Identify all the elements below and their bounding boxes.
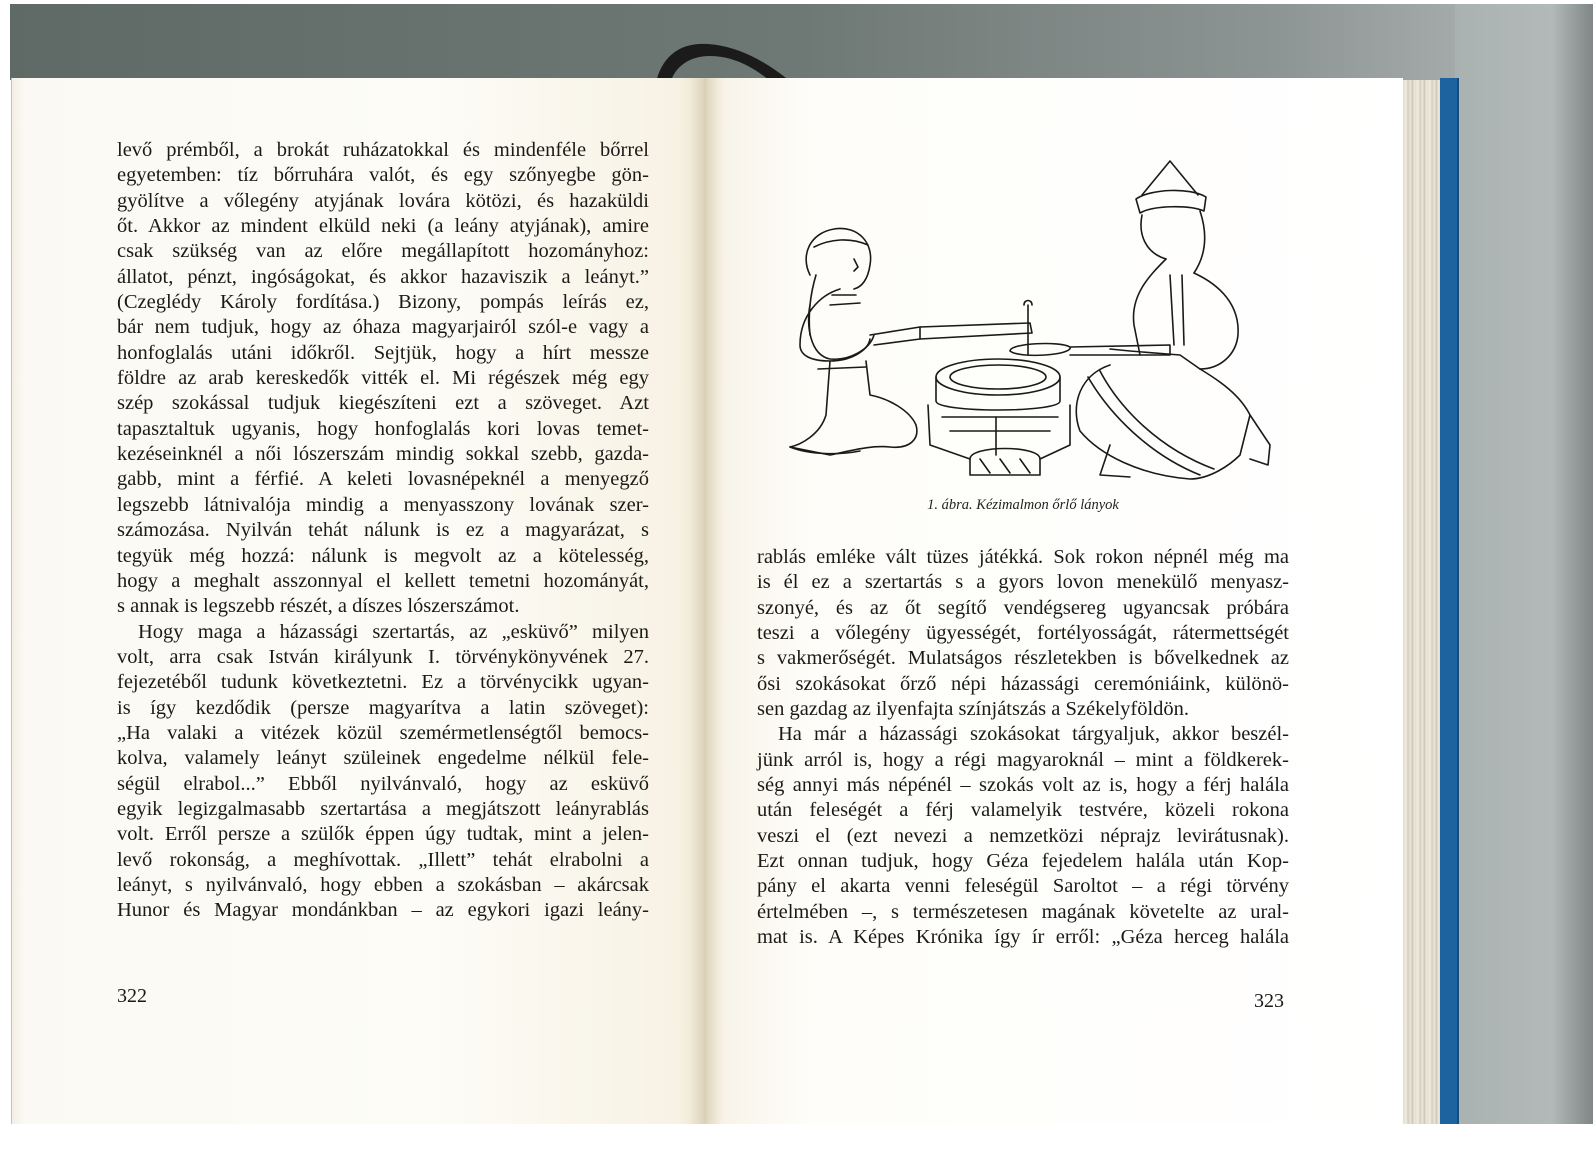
text-line: kolva, valamely leányt szüleinek engedelme nélkül fele- bbox=[117, 747, 649, 770]
text-line: egyetemben: tíz bőrruhára valót, és egy szőnyegbe gön- bbox=[117, 164, 649, 187]
text-line: Ha már a házassági szokásokat tárgyaljuk, akkor beszél- bbox=[778, 723, 1289, 746]
text-line: szép szokással tudjuk kiegészíteni ezt a szöveget. Azt bbox=[117, 392, 649, 415]
text-line: „Ha valaki a vitézek közül szemérmetlenségtől bemocs- bbox=[117, 721, 649, 744]
text-line: levő rokonság, a meghívottak. „Illett” tehát elrabolni a bbox=[117, 848, 649, 871]
text-line: hogy a meghalt asszonnyal el kellett temetni hozományát, bbox=[117, 569, 649, 592]
text-line: sen gazdag az ilyenfajta színjátszás a Székelyföldön. bbox=[757, 698, 1190, 721]
scanner-background bbox=[10, 4, 1593, 80]
text-line: bár nem tudjuk, hogy az óhaza magyarjairól szól-e vagy a bbox=[117, 316, 649, 339]
text-line: ségül elrabol...” Ebből nyilvánvaló, hogy az esküvő bbox=[117, 772, 649, 795]
text-line: szonyé, és az őt segítő vendégsereg ugyancsak próbára bbox=[757, 596, 1289, 619]
text-line: tegyük még hozzá: nálunk is megvolt az a kötelesség, bbox=[117, 544, 649, 567]
text-line: Hunor és Magyar mondánkban – az egykori igazi leány- bbox=[117, 899, 649, 922]
text-line: pány el akarta venni feleségül Saroltot – a régi törvény bbox=[757, 875, 1289, 898]
text-line: teszi a vőlegény ügyességét, fortélyosságát, rátermettségét bbox=[757, 622, 1289, 645]
text-line: honfoglalás utáni időkről. Sejtjük, hogy a hírt messze bbox=[117, 341, 649, 364]
text-line: kezéseinknél a női lószerszám mindig sokkal szebb, gazda- bbox=[117, 443, 649, 466]
text-line: leányt, s nyilvánvaló, hogy ebben a szokásban – akárcsak bbox=[117, 873, 649, 896]
text-line: s vakmerőségét. Mulatságos részletekben is bővelkednek az bbox=[757, 647, 1289, 670]
text-line: ősi szokásokat őrző népi házassági ceremóniáink, különö- bbox=[757, 672, 1289, 695]
figure-illustration bbox=[770, 155, 1290, 485]
hand-mill-drawing bbox=[920, 301, 1170, 476]
right-page-text bbox=[757, 545, 1289, 951]
text-line: számozása. Nyilván tehát nálunk is ez a magyarázat, s bbox=[117, 519, 649, 542]
text-line: volt, arra csak István királyunk I. törvénykönyvének 27. bbox=[117, 645, 649, 668]
text-line: értelmében –, s természetesen magának követelte az ural- bbox=[757, 900, 1289, 923]
text-line: veszi el (ezt nevezi a nemzetközi néprajz levirátusnak). bbox=[757, 824, 1289, 847]
page-number: 322 bbox=[117, 985, 147, 1007]
text-line: gabb, mint a férfié. A keleti lovasnépeknél a menyegző bbox=[117, 468, 649, 491]
scan-margin bbox=[0, 0, 10, 1152]
girl-left-drawing bbox=[790, 228, 920, 455]
text-line: gyölítve a vőlegény atyjának lovára kötözi, és hazaküldi bbox=[117, 189, 649, 212]
text-line: jünk arról is, hogy a régi magyaroknál – mint a földkerek- bbox=[757, 748, 1289, 771]
text-line: csak szükség van az előre megállapított hozományhoz: bbox=[117, 240, 649, 263]
book-gutter bbox=[690, 78, 720, 1124]
figure-caption: 1. ábra. Kézimalmon őrlő lányok bbox=[927, 497, 1119, 513]
book-cover bbox=[1440, 78, 1459, 1124]
text-line: után feleségét a férj valamelyik testvére, közeli rokona bbox=[757, 799, 1289, 822]
text-line: legszebb látnivalója mindig a menyasszony lovának szer- bbox=[117, 493, 649, 516]
text-line: is így kezdődik (persze magyarítva a latin szöveget): bbox=[117, 696, 649, 719]
text-line: egyik legizgalmasabb szertartása a megjátszott leányrablás bbox=[117, 797, 649, 820]
page-number: 323 bbox=[1254, 990, 1284, 1012]
text-line: levő prémből, a brokát ruházatokkal és mindenféle bőrrel bbox=[117, 139, 649, 161]
text-line: is él ez a szertartás s a gyors lovon menekülő menyasz- bbox=[757, 571, 1289, 594]
text-line: volt. Erről persze a szülők éppen úgy tudtak, mint a jelen- bbox=[117, 823, 649, 846]
left-page-text bbox=[117, 138, 649, 924]
text-line: Ezt onnan tudjuk, hogy Géza fejedelem halála után Kop- bbox=[757, 850, 1289, 873]
text-line: állatot, pénzt, ingóságokat, és akkor hazaviszik a leányt.” bbox=[117, 265, 649, 288]
text-line: ség annyi más népénél – szokás volt az is, hogy a férj halála bbox=[757, 774, 1289, 797]
text-line: őt. Akkor az mindent elküld neki (a leány atyjának), amire bbox=[117, 215, 649, 238]
page-edges bbox=[1403, 80, 1441, 1124]
text-line: tapasztaltuk ugyanis, hogy honfoglalás kori lovas temet- bbox=[117, 417, 649, 440]
text-line: (Czeglédy Károly fordítása.) Bizony, pompás leírás ez, bbox=[117, 291, 649, 314]
text-line: földre az arab kereskedők vitték el. Mi régészek még egy bbox=[117, 367, 649, 390]
scan-margin-bottom bbox=[0, 1124, 1593, 1152]
woman-right-drawing bbox=[1076, 161, 1270, 479]
text-line: Hogy maga a házassági szertartás, az „esküvő” milyen bbox=[138, 620, 649, 643]
scanner-background-right bbox=[1455, 4, 1593, 1124]
text-line: mat is. A Képes Krónika így ír erről: „Géza herceg halála bbox=[757, 926, 1289, 949]
text-line: fejezetéből tudunk következtetni. Ez a törvénycikk ugyan- bbox=[117, 671, 649, 694]
text-line: s annak is legszebb részét, a díszes lószerszámot. bbox=[117, 595, 520, 618]
text-line: rablás emléke vált tüzes játékká. Sok rokon népnél még ma bbox=[757, 546, 1289, 568]
